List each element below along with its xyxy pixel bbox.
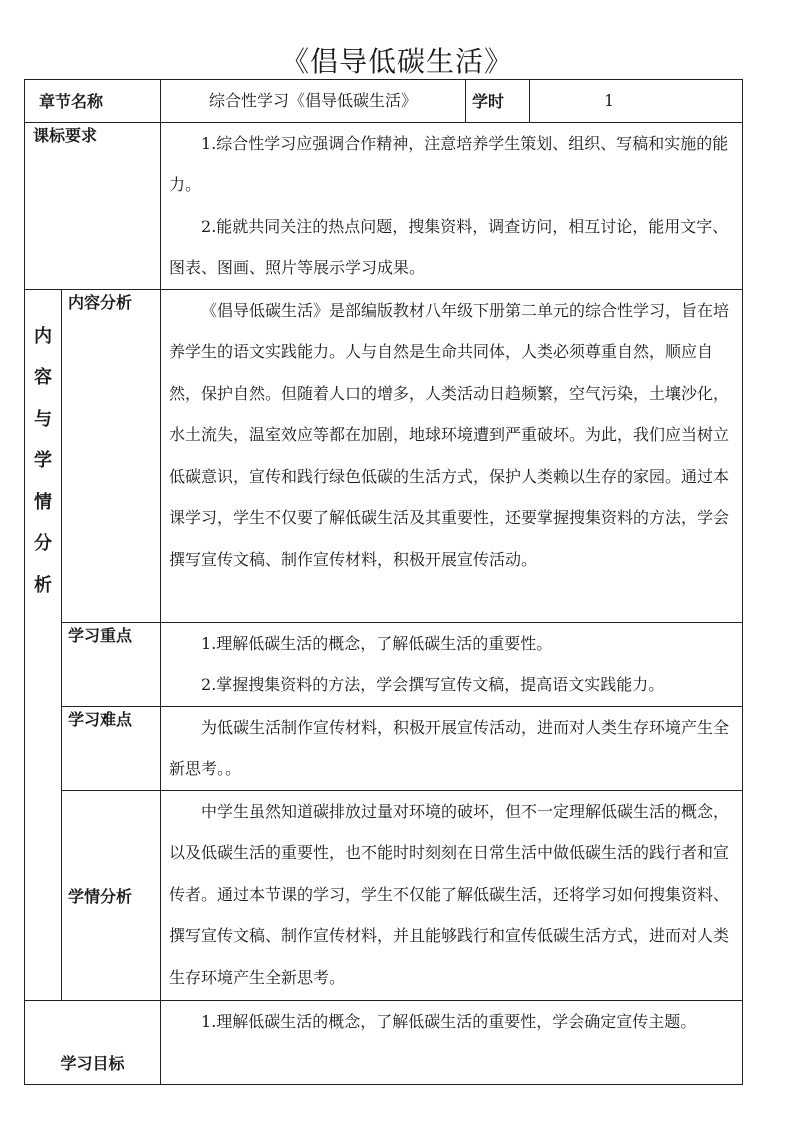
- objectives-cell: [161, 1000, 743, 1084]
- difficulty-cell: [161, 706, 743, 790]
- key-point-1: 1.理解低碳生活的概念，了解低碳生活的重要性。: [201, 633, 553, 653]
- analysis-char: 学: [34, 450, 52, 471]
- document-title: 《倡导低碳生活》: [280, 45, 513, 78]
- objective-1: 1.理解低碳生活的概念，了解低碳生活的重要性，学会确定宣传主题。: [201, 1011, 697, 1031]
- content-analysis-row: [25, 289, 743, 622]
- student-analysis-row: [25, 790, 743, 1000]
- lesson-plan-table: [24, 79, 743, 1085]
- requirements-item-1: 1.综合性学习应强调合作精神，注意培养学生策划、组织、写稿和实施的能力。: [169, 133, 729, 194]
- difficulty-row: [25, 706, 743, 790]
- key-points-row: [25, 622, 743, 706]
- requirements-cell: [161, 122, 743, 289]
- student-analysis-cell: [161, 790, 743, 1000]
- student-analysis-text: 中学生虽然知道碳排放过量对环境的破坏，但不一定理解低碳生活的概念，以及低碳生活的重要性，也不能时时刻刻在日常生活中做低碳生活的践行者和宣传者。通过本节课的学习，学生不仅能了解低碳生活，还将学习如何搜集资料、撰写宣传文稿、制作宣传材料，并且能够践行和宣传低碳生活方式，进而对人类生存环境产生全新思考。: [169, 801, 730, 987]
- analysis-group-label: [25, 289, 62, 1000]
- hours-label: 学时: [466, 80, 530, 123]
- analysis-char: 内: [34, 325, 52, 347]
- hours-value: 1: [530, 80, 743, 123]
- analysis-char: 情: [34, 491, 52, 513]
- content-analysis-label: 内容分析: [62, 289, 161, 622]
- key-points-label: 学习重点: [62, 622, 161, 706]
- analysis-char: 分: [34, 533, 52, 554]
- chapter-label: 章节名称: [25, 80, 161, 123]
- difficulty-text: 为低碳生活制作宣传材料，积极开展宣传活动，进而对人类生存环境产生全新思考。。: [169, 717, 730, 778]
- content-analysis-text: 《倡导低碳生活》是部编版教材八年级下册第二单元的综合性学习，旨在培养学生的语文实践能力。人与自然是生命共同体，人类必须尊重自然，顺应自然，保护自然。但随着人口的增多，人类活动日趋频繁，空气污染，土壤沙化，水土流失，温室效应等都在加剧，地球环境遭到严重破坏。为此，我们应当树立低碳意识，宣传和践行绿色低碳的生活方式，保护人类赖以生存的家园。通过本课学习，学生不仅要了解低碳生活及其重要性，还要掌握搜集资料的方法，学会撰写宣传文稿、制作宣传材料，积极开展宣传活动。: [169, 300, 730, 569]
- key-point-2: 2.掌握搜集资料的方法，学会撰写宣传文稿，提高语文实践能力。: [201, 675, 665, 694]
- difficulty-label: 学习难点: [62, 706, 161, 790]
- requirements-label: 课标要求: [25, 122, 161, 289]
- requirements-item-2: 2.能就共同关注的热点问题，搜集资料，调查访问，相互讨论，能用文字、图表、图画、照片等展示学习成果。: [169, 216, 729, 277]
- analysis-char: 与: [34, 408, 52, 430]
- student-analysis-label: 学情分析: [62, 790, 161, 1000]
- chapter-value: 综合性学习《倡导低碳生活》: [161, 80, 466, 123]
- objectives-row: [25, 1000, 743, 1084]
- key-points-cell: [161, 622, 743, 706]
- analysis-char: 容: [34, 367, 52, 388]
- requirements-row: [25, 122, 743, 289]
- objectives-label: 学习目标: [25, 1000, 161, 1084]
- analysis-char: 析: [34, 574, 52, 596]
- header-row: [25, 80, 743, 123]
- content-analysis-cell: [161, 289, 743, 622]
